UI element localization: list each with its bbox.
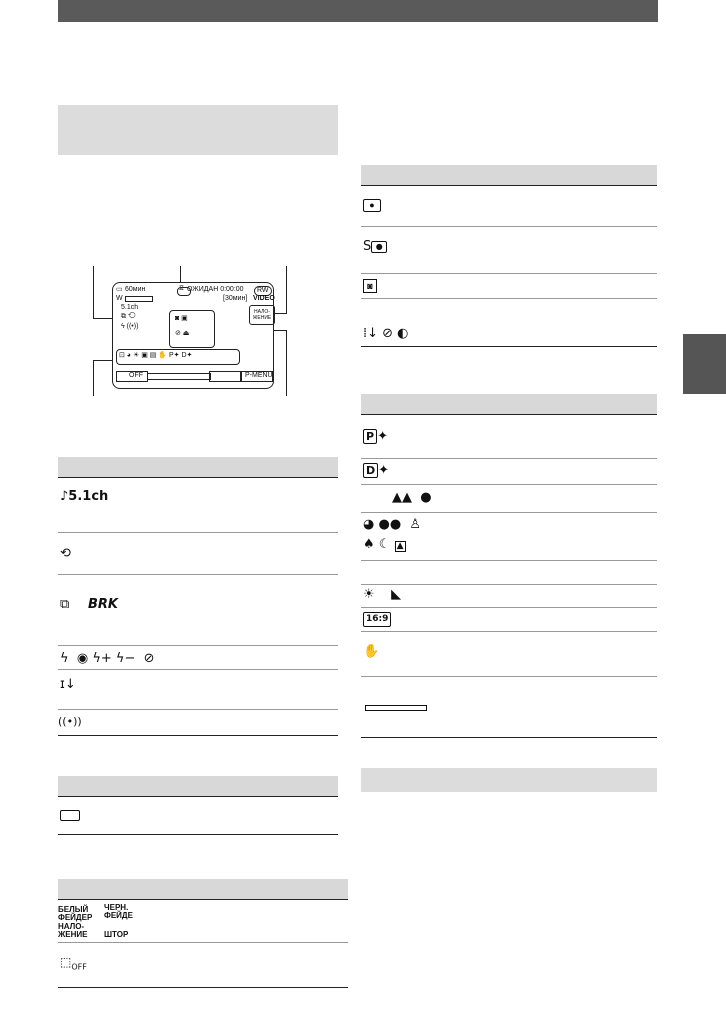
table-rule (58, 796, 338, 797)
table-rule (58, 987, 348, 988)
table-header (361, 394, 657, 414)
zoom-slider (147, 373, 211, 380)
table-header (58, 457, 338, 477)
digital-effect-icon: D ✦ (363, 463, 389, 478)
table-rule (361, 346, 657, 347)
exposure-mini-icon: ◙ ▣ (175, 315, 188, 322)
settings-icons: ⊡ ◕ ☀ ▣ ▤ ✋ P✦ D✦ (119, 352, 193, 359)
table-rule (58, 477, 338, 478)
lcd-screen (112, 282, 274, 389)
wide-select-icon: 16:9 (363, 612, 391, 627)
reference-level-icon: ((•)) (58, 715, 82, 728)
macro-mini-icon: ⊘ ⏏ (175, 330, 190, 337)
spot-meter-icon: S ● (363, 240, 387, 253)
off-button-label: OFF (129, 372, 143, 379)
end-search-button (209, 371, 241, 382)
row-divider (361, 607, 657, 608)
row-divider (58, 645, 338, 646)
bracket-icon: BRK (88, 597, 118, 612)
focus-mode-icons: ▲▲ ● (392, 490, 432, 505)
off-button (116, 371, 148, 382)
table-rule (58, 899, 348, 900)
video-label: VIDEO (253, 295, 275, 302)
row-divider (361, 676, 657, 677)
burst-icon: ⧉ (60, 597, 70, 612)
zoom-w-label: W (116, 295, 123, 302)
row-divider (361, 484, 657, 485)
header-bar (58, 0, 658, 22)
fade-white-2: ФЕЙДЕР (58, 913, 93, 922)
table-rule (361, 185, 657, 186)
fade-overlap-2: ЖЕНИЕ (58, 930, 88, 939)
standby-counter: ОЖИДАН 0:00:00 (187, 286, 244, 293)
end-search-icon (177, 287, 191, 296)
burst-icon: ⧉ ⟲ (121, 313, 136, 320)
table-header (361, 165, 657, 185)
battery-remaining: 60мин (125, 286, 146, 293)
callout-line (93, 360, 113, 361)
flash-icon: ϟ ((•)) (121, 323, 139, 330)
chapter-side-tab (683, 334, 726, 394)
table-rule (361, 737, 657, 738)
row-divider (58, 942, 348, 943)
table-rule (58, 735, 338, 736)
end-search-icon (60, 810, 80, 821)
table-rule (361, 414, 657, 415)
zoom-bar-icon (365, 705, 427, 711)
row-divider (361, 298, 657, 299)
row-divider (361, 631, 657, 632)
fader-label-2: ЖЕНИЕ (252, 315, 272, 321)
pmenu-button-label: P-MENU (245, 372, 273, 379)
record-icon: ⧖ (179, 285, 184, 292)
flash-icons: ϟ ◉ ϟ+ ϟ− ⊘ (60, 651, 155, 666)
row-divider (361, 273, 657, 274)
section-heading-box (58, 105, 338, 155)
tape-icon: RW (254, 286, 272, 296)
fade-black-2: ФЕЙДЕ (104, 911, 133, 920)
self-timer-icon: ⟲ (60, 546, 71, 561)
spot-focus-icon: ◙ (363, 279, 377, 293)
row-divider (361, 458, 657, 459)
section-heading-box (361, 768, 657, 792)
lcd-backlight-off-icon: $⬚_{OFF}$ (60, 955, 87, 972)
tape-remaining: [30мин] (223, 295, 248, 302)
fade-white: БЕЛЫЙ (58, 905, 89, 914)
row-divider (58, 574, 338, 575)
fader-button (249, 305, 275, 325)
row-divider (58, 709, 338, 710)
tele-macro-icons: ⁞↓ ⊘ ◐ (363, 326, 409, 341)
pmenu-button (241, 371, 273, 382)
zoom-bar (125, 296, 153, 302)
callout-line (93, 360, 94, 396)
picture-effect-icon: P ✦ (363, 429, 388, 444)
table-header (58, 776, 338, 796)
white-balance-icons: ☀ ◣ (363, 587, 402, 602)
surround-5-1ch-icon: ♪5.1ch (60, 489, 109, 504)
surround-icon: 5.1ch (121, 304, 139, 311)
table-header (58, 879, 348, 899)
row-divider (361, 560, 657, 561)
row-divider (361, 226, 657, 227)
row-divider (58, 532, 338, 533)
callout-line (93, 266, 94, 319)
scene-selection-icons-row2: ♠ ☾ ▲ (363, 537, 404, 552)
exposure-icon: ● (363, 199, 381, 212)
scene-selection-icons-row1: ◕ ●● ♙ (363, 517, 422, 532)
row-divider (58, 669, 338, 670)
row-divider (361, 512, 657, 513)
table-rule (58, 834, 338, 835)
callout-line (93, 318, 113, 319)
fade-black-1: ЧЕРН. (104, 903, 129, 912)
mic-level-icon: ɪ↓ (60, 677, 76, 692)
callout-line (286, 266, 287, 314)
battery-icon: ▭ (116, 286, 123, 293)
callout-line (286, 330, 287, 396)
fade-wipe: ШТОР (104, 930, 129, 939)
steady-shot-off-icon: ✋ (363, 644, 380, 659)
fade-overlap-1: НАЛО- (58, 922, 85, 931)
row-divider (361, 584, 657, 585)
fader-label-1: НАЛО- (254, 309, 270, 315)
